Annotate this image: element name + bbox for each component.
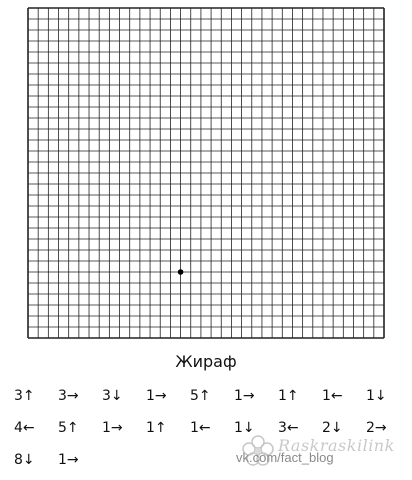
- step-instruction: 5↑: [58, 420, 79, 436]
- step-instruction: 1←: [190, 420, 211, 436]
- step-instruction: 1↑: [278, 388, 299, 404]
- step-instruction: 3←: [278, 420, 299, 436]
- step-instruction: 1→: [102, 420, 123, 436]
- step-instruction: 3↑: [14, 388, 35, 404]
- start-point-dot: [178, 269, 184, 275]
- step-instruction: 1↑: [146, 420, 167, 436]
- step-instruction: 1→: [234, 388, 255, 404]
- step-instruction: 2↓: [322, 420, 343, 436]
- step-instruction: 8↓: [14, 452, 35, 468]
- watermark: [232, 432, 408, 472]
- watermark-url: vk.com/fact_blog: [236, 450, 334, 465]
- step-instruction: 3→: [58, 388, 79, 404]
- step-instruction: 1→: [146, 388, 167, 404]
- step-instruction: 1←: [322, 388, 343, 404]
- step-instruction: 2→: [366, 420, 387, 436]
- step-instruction: 3↓: [102, 388, 123, 404]
- step-instruction: 5↑: [190, 388, 211, 404]
- worksheet-title: Жираф: [175, 352, 237, 371]
- watermark-script: Raskraskilink: [278, 436, 395, 455]
- step-instruction: 1↓: [366, 388, 387, 404]
- step-instruction: 4←: [14, 420, 35, 436]
- step-instruction: 1→: [58, 452, 79, 468]
- step-instruction: 1↓: [234, 420, 255, 436]
